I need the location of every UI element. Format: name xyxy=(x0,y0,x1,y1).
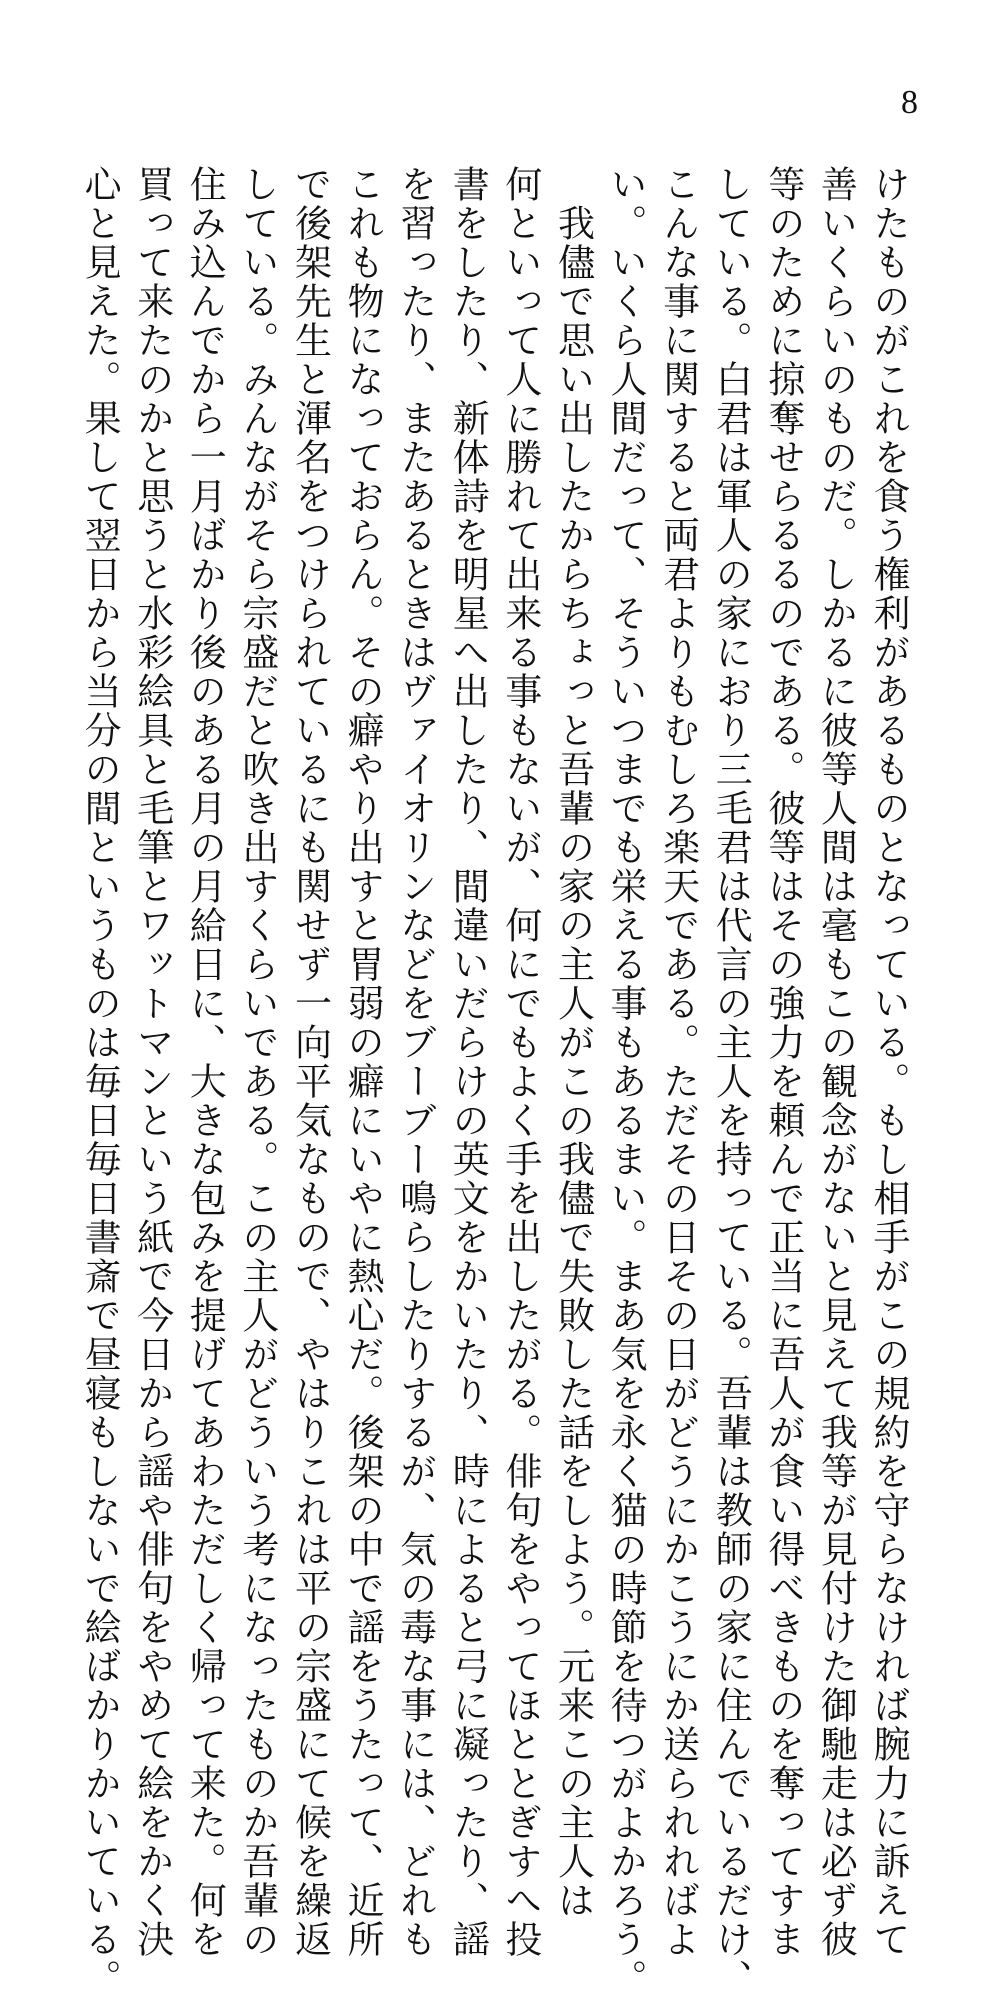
text-line: 等のために掠奪せらるるのである。彼等はその強力を頼んで正当に吾人が食い得べきものを奪ってすま xyxy=(761,165,805,1959)
text-line: い。いくら人間だって、そういつまでも栄える事もあるまい。まあ気を永く猫の時節を待つがよかろう。 xyxy=(604,165,648,1998)
text-line: している。白君は軍人の家におり三毛君は代言の主人を持っている。吾輩は教師の家に住んでいるだけ、 xyxy=(709,165,753,1998)
text-line: これも物になっておらん。その癖やり出すと胃弱の癖にいやに熱心だ。後架の中で謡をうたって、近所 xyxy=(341,165,385,1959)
text-line: 住み込んでから一月ばかり後のある月の月給日に、大きな包みを提げてあわただしく帰って来た。何を xyxy=(183,165,227,1959)
text-line: 心と見えた。果して翌日から当分の間というものは毎日毎日書斎で昼寝もしないで絵ばかりかいている。 xyxy=(78,165,122,1998)
text-line: こんな事に関すると両君よりもむしろ楽天である。ただその日その日がどうにかこうにか送られればよ xyxy=(656,165,700,1959)
text-line: 善いくらいのものだ。しかるに彼等人間は毫もこの観念がないと見えて我等が見付けた御馳走は必ず彼 xyxy=(814,165,858,1959)
text-line: を習ったり、またあるときはヴァイオリンなどをブーブー鳴らしたりするが、気の毒な事には、どれも xyxy=(393,165,437,1959)
text-line: 何といって人に勝れて出来る事もないが、何にでもよく手を出したがる。俳句をやってほととぎすへ投 xyxy=(498,165,542,1959)
text-line: 我儘で思い出したからちょっと吾輩の家の主人がこの我儘で失敗した話をしよう。元来この主人は xyxy=(551,165,595,1920)
page-number: 8 xyxy=(901,84,918,121)
text-line: 書をしたり、新体詩を明星へ出したり、間違いだらけの英文をかいたり、時によると弓に凝ったり、謡 xyxy=(446,165,490,1959)
text-line: で後架先生と渾名をつけられているにも関せず一向平気なもので、やはりこれは平の宗盛にて候を繰返 xyxy=(288,165,332,1959)
text-line: けたものがこれを食う権利があるものとなっている。もし相手がこの規約を守らなければ腕力に訴えて xyxy=(867,165,910,1959)
body-text xyxy=(73,165,915,1998)
text-line: している。みんながそら宗盛だと吹き出すくらいである。この主人がどういう考になったものか吾輩の xyxy=(235,165,279,1959)
text-line: 買って来たのかと思うと水彩絵具と毛筆とワットマンという紙で今日から謡や俳句をやめて絵をかく決 xyxy=(130,165,174,1959)
